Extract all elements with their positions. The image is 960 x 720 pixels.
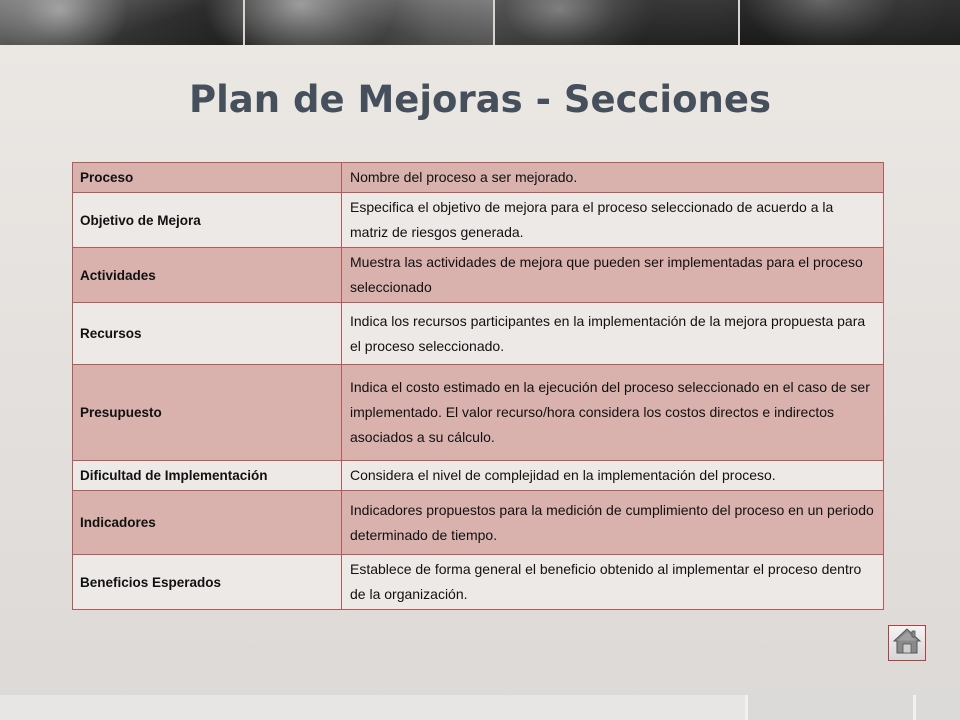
table-row: [73, 555, 884, 610]
table-row: [73, 461, 884, 491]
table-row: [73, 163, 884, 193]
row-label: Presupuesto: [73, 365, 342, 461]
row-label: Beneficios Esperados: [73, 555, 342, 610]
row-label: Actividades: [73, 248, 342, 303]
row-label: Dificultad de Implementación: [73, 461, 342, 491]
table-row: [73, 365, 884, 461]
row-description: Nombre del proceso a ser mejorado.: [342, 163, 884, 193]
table-row: [73, 491, 884, 555]
row-description: Muestra las actividades de mejora que pueden ser implementadas para el proceso seleccionado: [342, 248, 884, 303]
row-description: Establece de forma general el beneficio obtenido al implementar el proceso dentro de la organización.: [342, 555, 884, 610]
home-icon: [892, 627, 922, 660]
row-description: Indicadores propuestos para la medición de cumplimiento del proceso en un periodo determinado de tiempo.: [342, 491, 884, 555]
row-label: Objetivo de Mejora: [73, 193, 342, 248]
table-row: [73, 303, 884, 365]
row-description: Considera el nivel de complejidad en la implementación del proceso.: [342, 461, 884, 491]
footer-bar: [0, 695, 960, 720]
row-label: Recursos: [73, 303, 342, 365]
sections-table: [72, 162, 884, 610]
row-label: Indicadores: [73, 491, 342, 555]
slide-title: Plan de Mejoras - Secciones: [189, 78, 771, 121]
table-row: [73, 193, 884, 248]
header-banner-image: [0, 0, 960, 45]
row-description: Indica los recursos participantes en la implementación de la mejora propuesta para el proceso seleccionado.: [342, 303, 884, 365]
row-label: Proceso: [73, 163, 342, 193]
row-description: Indica el costo estimado en la ejecución del proceso seleccionado en el caso de ser implementado. El valor recurso/hora considera los costos directos e indirectos asociados a su cálculo.: [342, 365, 884, 461]
row-description: Especifica el objetivo de mejora para el proceso seleccionado de acuerdo a la matriz de riesgos generada.: [342, 193, 884, 248]
table-row: [73, 248, 884, 303]
home-button[interactable]: [888, 625, 926, 661]
